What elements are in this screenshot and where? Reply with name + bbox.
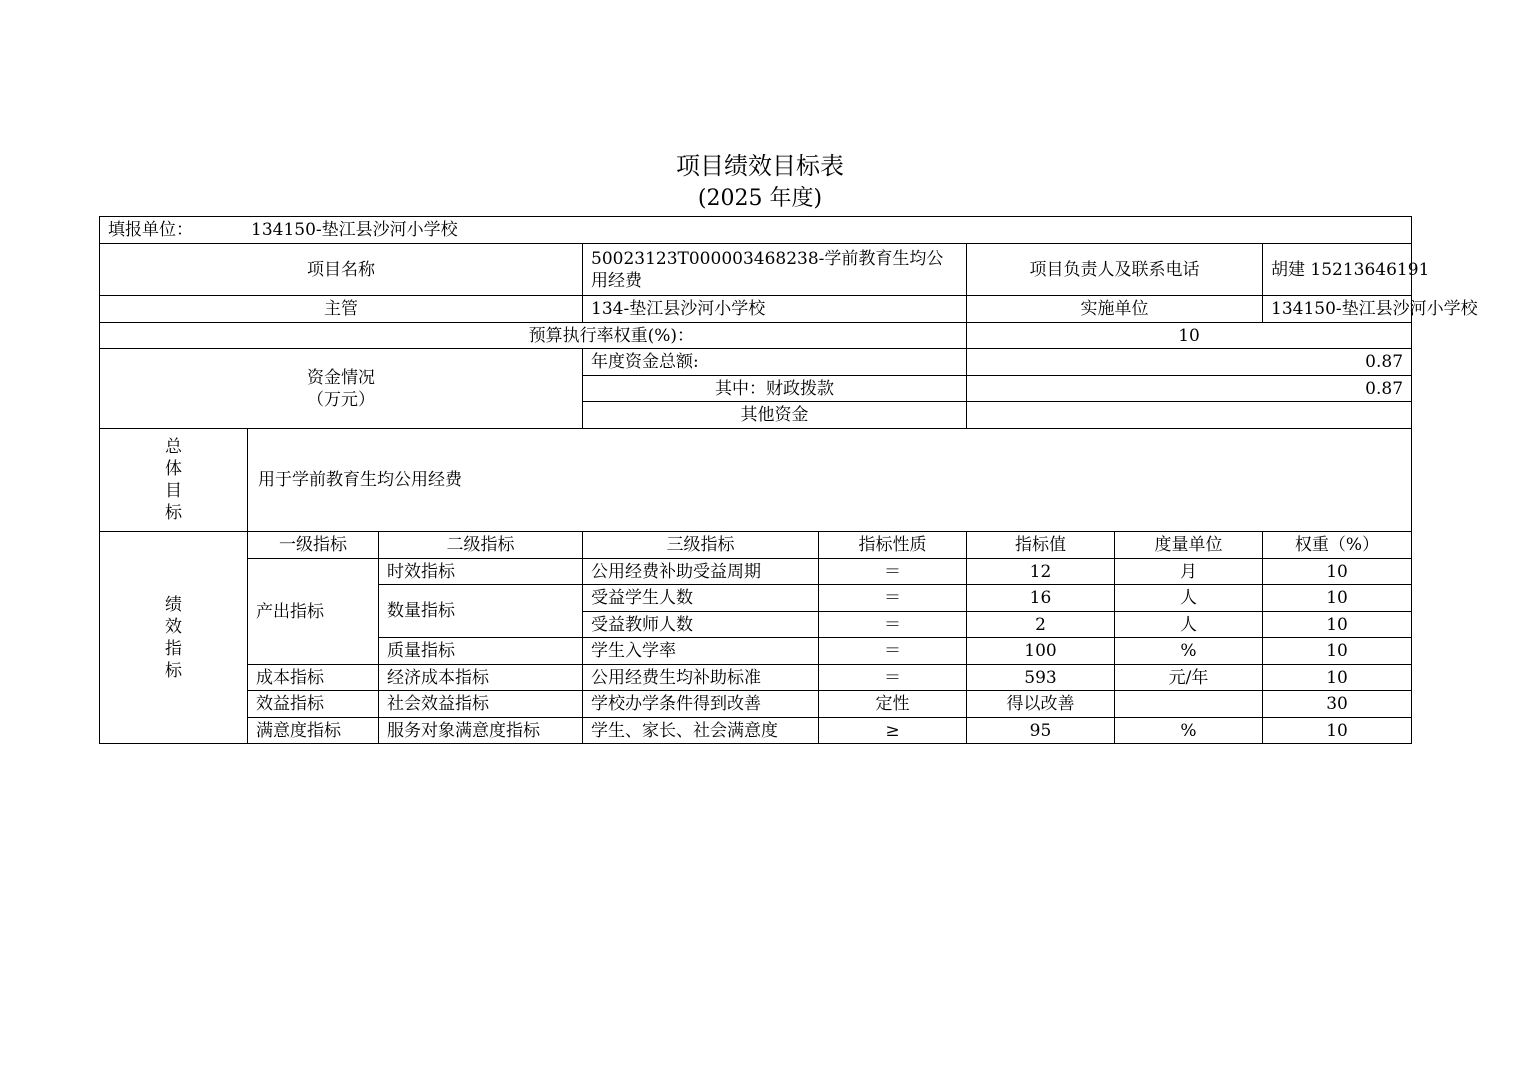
project-contact-value: 胡建 15213646191	[1263, 244, 1412, 296]
header-value: 指标值	[967, 532, 1115, 559]
level3-cell: 受益学生人数	[583, 585, 819, 612]
unit-cell: %	[1115, 638, 1263, 665]
project-name-label: 项目名称	[100, 244, 583, 296]
goal-label-char: 目	[165, 481, 182, 501]
perf-label-char: 效	[165, 616, 182, 637]
level2-social-benefit: 社会效益指标	[379, 691, 583, 718]
supervisor-label: 主管	[100, 296, 583, 323]
table-row	[100, 691, 1412, 718]
header-weight: 权重（%）	[1263, 532, 1412, 559]
nature-cell: ＝	[819, 585, 967, 612]
nature-cell: ＝	[819, 665, 967, 691]
funds-fiscal-value: 0.87	[967, 376, 1412, 402]
level2-timeliness: 时效指标	[379, 559, 583, 585]
goal-label-char: 标	[165, 503, 182, 523]
weight-cell: 10	[1263, 665, 1412, 691]
weight-cell: 10	[1263, 718, 1412, 744]
unit-cell: 月	[1115, 559, 1263, 585]
unit-cell: 人	[1115, 612, 1263, 638]
project-contact-label: 项目负责人及联系电话	[967, 244, 1263, 296]
page-subtitle: (2025 年度)	[697, 186, 823, 211]
unit-cell	[100, 217, 1412, 244]
value-cell: 得以改善	[967, 691, 1115, 718]
level3-cell: 学校办学条件得到改善	[583, 691, 819, 718]
header-unit: 度量单位	[1115, 532, 1263, 559]
impl-unit-label: 实施单位	[967, 296, 1263, 323]
project-name-value: 50023123T000003468238-学前教育生均公用经费	[583, 244, 967, 296]
funds-other-label: 其他资金	[583, 402, 967, 429]
funds-other-value	[967, 402, 1412, 429]
level1-satisfaction: 满意度指标	[248, 718, 379, 744]
perf-label-char: 标	[165, 660, 182, 681]
table-row	[100, 665, 1412, 691]
unit-cell: 元/年	[1115, 665, 1263, 691]
level1-output: 产出指标	[248, 559, 379, 665]
value-cell: 12	[967, 559, 1115, 585]
level3-cell: 公用经费补助受益周期	[583, 559, 819, 585]
level1-benefit: 效益指标	[248, 691, 379, 718]
goal-label-char: 总	[165, 437, 182, 457]
weight-cell: 10	[1263, 585, 1412, 612]
unit-row	[100, 217, 1412, 244]
budget-rate-value: 10	[967, 323, 1412, 349]
funds-label-line2: （万元）	[307, 389, 375, 410]
impl-unit-value: 134150-垫江县沙河小学校	[1263, 296, 1412, 323]
nature-cell: ＝	[819, 612, 967, 638]
nature-cell: 定性	[819, 691, 967, 718]
value-cell: 16	[967, 585, 1115, 612]
funds-fiscal-label: 其中：财政拨款	[583, 376, 967, 402]
perf-header-row	[100, 532, 1412, 559]
level3-cell: 学生、家长、社会满意度	[583, 718, 819, 744]
level3-cell: 学生入学率	[583, 638, 819, 665]
level2-quality: 质量指标	[379, 638, 583, 665]
perf-label-char: 指	[165, 638, 182, 659]
goal-label-char: 体	[165, 459, 182, 479]
project-name-row	[100, 244, 1412, 296]
level2-service-satisfaction: 服务对象满意度指标	[379, 718, 583, 744]
perf-label-char: 绩	[165, 594, 182, 615]
level3-cell: 公用经费生均补助标准	[583, 665, 819, 691]
level3-cell: 受益教师人数	[583, 612, 819, 638]
nature-cell: ＝	[819, 559, 967, 585]
header-level1: 一级指标	[248, 532, 379, 559]
level1-cost: 成本指标	[248, 665, 379, 691]
weight-cell: 10	[1263, 559, 1412, 585]
unit-cell: 人	[1115, 585, 1263, 612]
value-cell: 2	[967, 612, 1115, 638]
supervisor-row	[100, 296, 1412, 323]
nature-cell: ＝	[819, 638, 967, 665]
performance-goal-table	[99, 216, 1478, 744]
page-title: 项目绩效目标表	[676, 152, 844, 180]
supervisor-value: 134-垫江县沙河小学校	[583, 296, 967, 323]
funds-total-value: 0.87	[967, 349, 1412, 376]
weight-cell: 10	[1263, 638, 1412, 665]
nature-cell: ≥	[819, 718, 967, 744]
table-row	[100, 559, 1412, 585]
unit-cell	[1115, 691, 1263, 718]
table-row	[100, 718, 1412, 744]
unit-cell: %	[1115, 718, 1263, 744]
header-nature: 指标性质	[819, 532, 967, 559]
value-cell: 593	[967, 665, 1115, 691]
value-cell: 95	[967, 718, 1115, 744]
perf-label	[100, 532, 248, 744]
weight-cell: 30	[1263, 691, 1412, 718]
funds-total-row	[100, 349, 1412, 376]
funds-label	[100, 349, 583, 429]
funds-total-label: 年度资金总额:	[583, 349, 967, 376]
goal-row	[100, 429, 1412, 532]
funds-label-line1: 资金情况	[307, 367, 375, 388]
header-level3: 三级指标	[583, 532, 819, 559]
budget-rate-row	[100, 323, 1412, 349]
goal-text: 用于学前教育生均公用经费	[248, 429, 1412, 532]
goal-label	[100, 429, 248, 532]
value-cell: 100	[967, 638, 1115, 665]
unit-value: 134150-垫江县沙河小学校	[251, 220, 458, 240]
weight-cell: 10	[1263, 612, 1412, 638]
unit-label: 填报单位：	[108, 220, 193, 240]
budget-rate-label: 预算执行率权重(%)：	[100, 323, 967, 349]
level2-quantity: 数量指标	[379, 585, 583, 638]
header-level2: 二级指标	[379, 532, 583, 559]
level2-economic-cost: 经济成本指标	[379, 665, 583, 691]
